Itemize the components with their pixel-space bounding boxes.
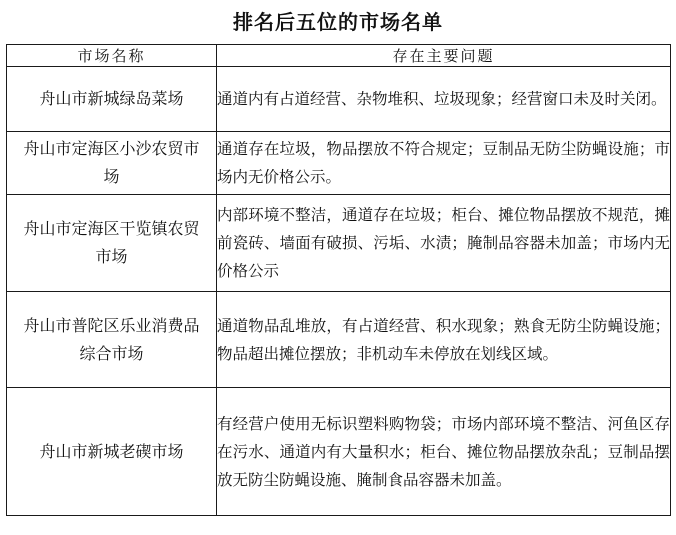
market-issues-cell: 通道内有占道经营、杂物堆积、垃圾现象；经营窗口未及时关闭。 (217, 67, 671, 132)
market-issues-cell: 通道物品乱堆放，有占道经营、积水现象；熟食无防尘防蝇设施；物品超出摊位摆放；非机动车未停放在划线区域。 (217, 292, 671, 388)
market-name-cell (7, 132, 217, 195)
table-row (7, 388, 671, 516)
table-row (7, 132, 671, 195)
column-header-main-issues: 存在主要问题 (217, 45, 671, 67)
market-issues-cell: 有经营户使用无标识塑料购物袋；市场内部环境不整洁、河鱼区存在污水、通道内有大量积水；柜台、摊位物品摆放杂乱；豆制品摆放无防尘防蝇设施、腌制食品容器未加盖。 (217, 388, 671, 516)
market-name: 舟山市定海区干览镇农贸市场 (23, 219, 200, 266)
market-issues-cell: 通道存在垃圾，物品摆放不符合规定；豆制品无防尘防蝇设施；市场内无价格公示。 (217, 132, 671, 195)
page-title: 排名后五位的市场名单 (233, 10, 443, 34)
market-ranking-table (6, 44, 671, 516)
market-name: 舟山市普陀区乐业消费品综合市场 (23, 315, 200, 363)
table-row (7, 195, 671, 292)
market-name-cell (7, 195, 217, 292)
column-header-market-name: 市场名称 (7, 45, 217, 67)
table-header-row (7, 45, 671, 67)
market-name: 舟山市定海区小沙农贸市场 (23, 139, 200, 186)
market-name-cell (7, 292, 217, 388)
market-issues-cell: 内部环境不整洁，通道存在垃圾；柜台、摊位物品摆放不规范，摊前瓷砖、墙面有破损、污垢、水渍；腌制品容器未加盖；市场内无价格公示 (217, 195, 671, 292)
market-name-cell (7, 388, 217, 516)
table-row (7, 67, 671, 132)
table-row (7, 292, 671, 388)
market-name: 舟山市新城绿岛菜场 (39, 89, 184, 108)
market-name: 舟山市新城老碶市场 (39, 441, 184, 461)
market-name-cell (7, 67, 217, 132)
